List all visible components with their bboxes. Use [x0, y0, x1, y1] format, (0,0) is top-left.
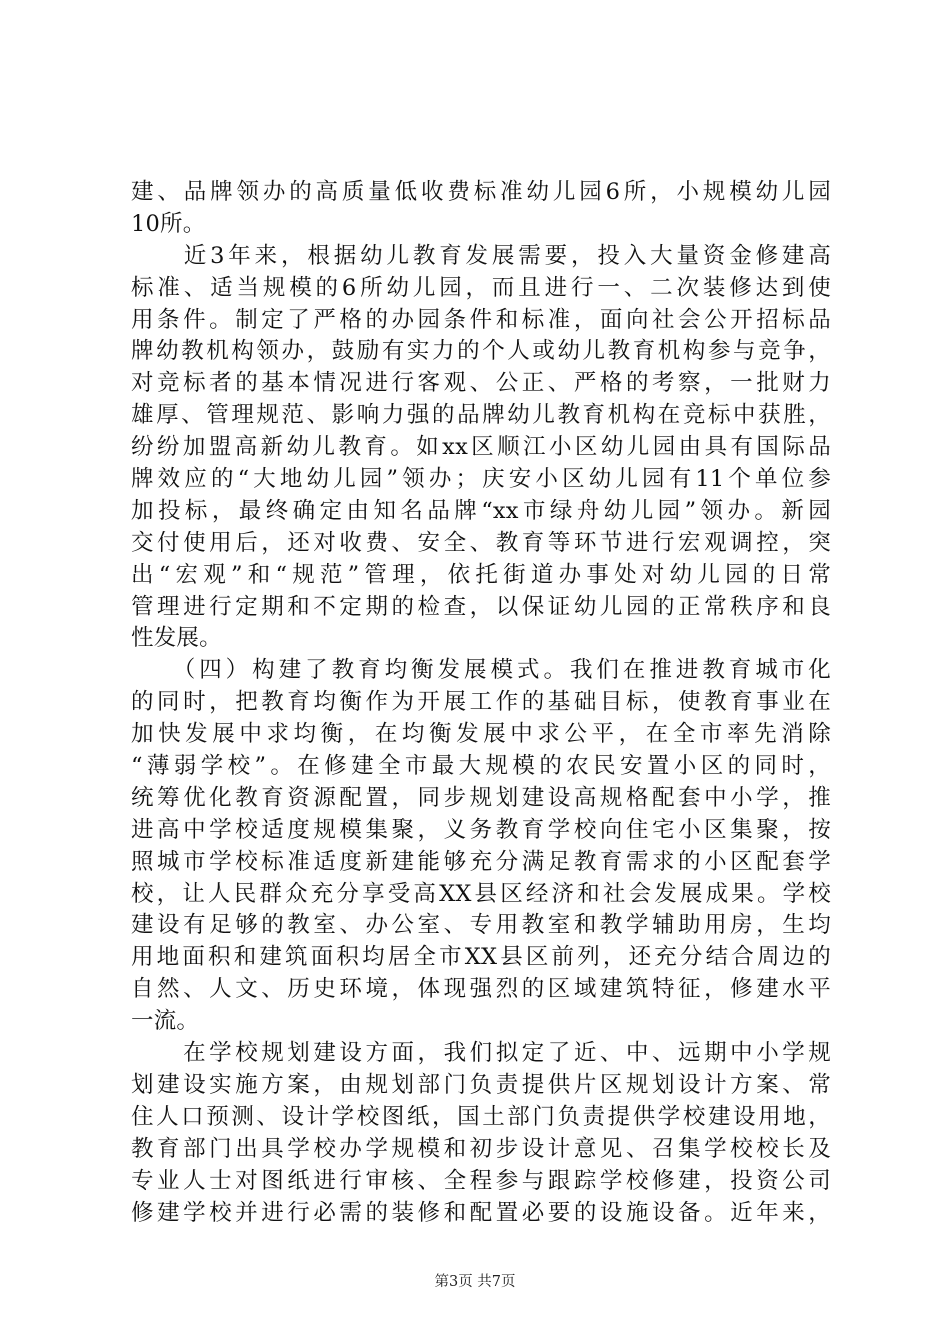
text-line: 在学校规划建设方面，我们拟定了近、中、远期中小学规: [131, 1040, 831, 1067]
text-line: 照城市学校标准适度新建能够充分满足教育需求的小区配套学: [131, 848, 831, 875]
text-line: “薄弱学校”。在修建全市最大规模的农民安置小区的同时，: [131, 753, 831, 780]
text-line: 住人口预测、设计学校图纸，国土部门负责提供学校建设用地，: [131, 1103, 831, 1130]
text-line: 专业人士对图纸进行审核、全程参与跟踪学校修建，投资公司: [131, 1167, 831, 1194]
text-line: 交付使用后，还对收费、安全、教育等环节进行宏观调控，突: [131, 529, 831, 556]
text-line: 10所。: [131, 210, 206, 237]
text-line: 划建设实施方案，由规划部门负责提供片区规划设计方案、常: [131, 1071, 831, 1098]
text-line: 管理进行定期和不定期的检查，以保证幼儿园的正常秩序和良: [131, 593, 831, 620]
text-line: 教育部门出具学校办学规模和初步设计意见、召集学校校长及: [131, 1135, 831, 1162]
text-line: 雄厚、管理规范、影响力强的品牌幼儿教育机构在竞标中获胜，: [131, 402, 831, 429]
text-line: （四）构建了教育均衡发展模式。我们在推进教育城市化: [131, 657, 831, 684]
text-line: 加快发展中求均衡，在均衡发展中求公平，在全市率先消除: [131, 721, 831, 748]
text-line: 对竞标者的基本情况进行客观、公正、严格的考察，一批财力: [131, 370, 831, 397]
text-line: 性发展。: [131, 625, 222, 652]
page-footer: 第3页 共7页: [434, 1274, 516, 1290]
text-line: 修建学校并进行必需的装修和配置必要的设施设备。近年来，: [131, 1199, 831, 1226]
text-line: 校，让人民群众充分享受高XX县区经济和社会发展成果。学校: [131, 880, 831, 907]
text-line: 近3年来，根据幼儿教育发展需要，投入大量资金修建高: [131, 242, 831, 269]
text-line: 牌效应的“大地幼儿园”领办；庆安小区幼儿园有11个单位参: [131, 466, 831, 493]
text-line: 纷纷加盟高新幼儿教育。如xx区顺江小区幼儿园由具有国际品: [131, 434, 831, 461]
text-line: 建设有足够的教室、办公室、专用教室和教学辅助用房，生均: [131, 912, 831, 939]
text-line: 加投标，最终确定由知名品牌“xx市绿舟幼儿园”领办。新园: [131, 497, 831, 524]
text-line: 建、品牌领办的高质量低收费标准幼儿园6所，小规模幼儿园: [131, 179, 831, 205]
text-line: 出“宏观”和“规范”管理，依托街道办事处对幼儿园的日常: [131, 561, 831, 588]
text-line: 自然、人文、历史环境，体现强烈的区域建筑特征，修建水平: [131, 976, 831, 1003]
document-body: [131, 177, 831, 1229]
text-line: 牌幼教机构领办，鼓励有实力的个人或幼儿教育机构参与竞争，: [131, 338, 831, 365]
text-line: 用条件。制定了严格的办园条件和标准，面向社会公开招标品: [131, 306, 831, 333]
text-line: 的同时，把教育均衡作为开展工作的基础目标，使教育事业在: [131, 689, 831, 716]
text-line: 进高中学校适度规模集聚，义务教育学校向住宅小区集聚，按: [131, 816, 831, 843]
text-line: 用地面积和建筑面积均居全市XX县区前列，还充分结合周边的: [131, 944, 831, 971]
text-line: 一流。: [131, 1008, 200, 1035]
text-line: 统筹优化教育资源配置，同步规划建设高规格配套中小学，推: [131, 784, 831, 811]
text-line: 标准、适当规模的6所幼儿园，而且进行一、二次装修达到使: [131, 274, 831, 301]
